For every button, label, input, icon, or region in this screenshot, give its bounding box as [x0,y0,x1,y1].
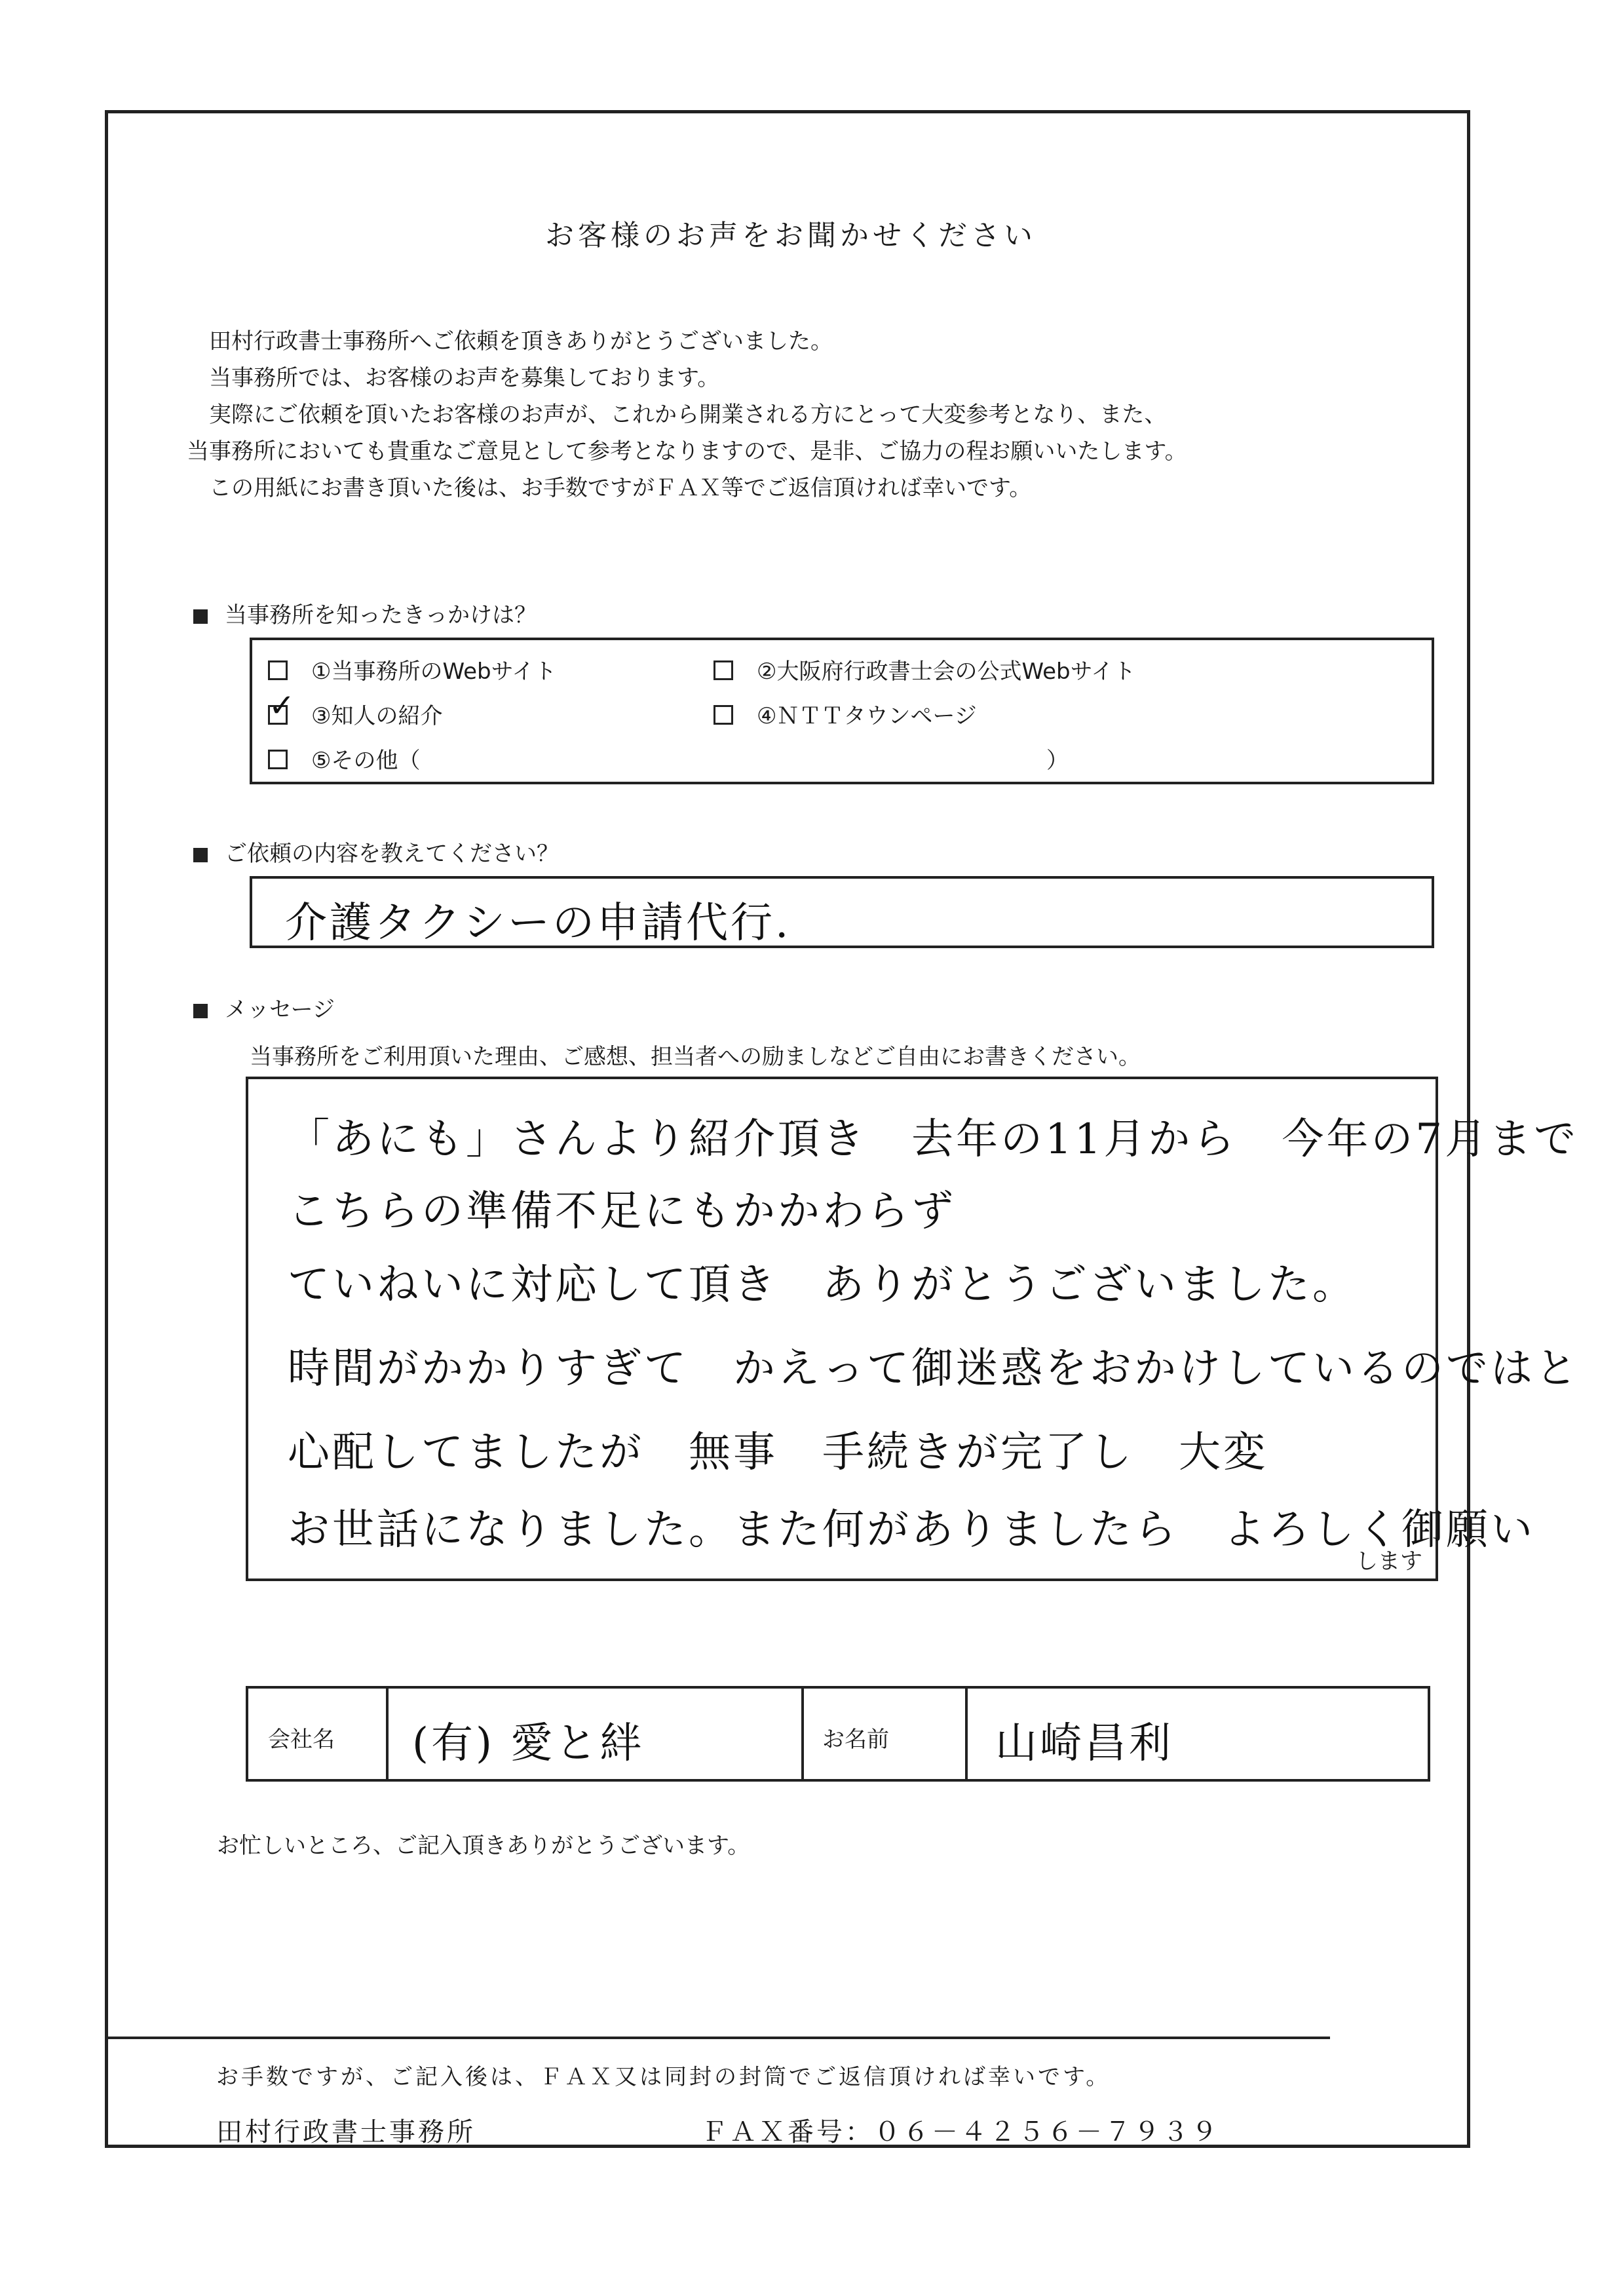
q1-heading [193,597,537,629]
intro-text [187,323,1187,507]
option-other-close: ） [1046,748,1069,774]
company-label: 会社名 [268,1727,335,1753]
checkbox-icon[interactable] [713,660,733,680]
message-line: こちらの準備不足にもかかわらず [288,1187,956,1236]
message-line-continuation: します [1356,1548,1422,1575]
q1-options-box [250,638,1434,784]
message-line: お世話になりました。また何がありましたら よろしく御願い [288,1506,1535,1554]
footer-note: お手数ですが、ご記入後は、ＦＡＸ又は同封の封筒でご返信頂ければ幸いです。 [216,2064,1111,2090]
message-box[interactable] [246,1077,1580,1581]
square-bullet-icon [193,848,208,862]
thanks-text: お忙しいところ、ご記入頂きありがとうございます。 [217,1833,750,1859]
option-ntt-townpage[interactable]: ④ＮＴＴタウンページ [713,698,977,730]
option-web-site[interactable]: ①当事務所のWebサイト [268,653,556,685]
form-title: お客様のお声をお聞かせください [545,219,1037,252]
q3-subheading: 当事務所をご利用頂いた理由、ご感想、担当者への励ましなどご自由にお書きください。 [250,1044,1141,1070]
option-referral[interactable]: ✓③知人の紹介 [268,698,442,730]
q2-heading [193,835,559,868]
message-line: 「あにも」さんより紹介頂き 去年の11月から 今年の7月まで [288,1115,1579,1164]
square-bullet-icon [193,609,208,624]
footer-divider [105,2037,1330,2039]
table-divider [801,1689,804,1779]
intro-line: 実際にご依頼を頂いたお客様のお声が、これから開業される方にとって大変参考となり、また、 [209,402,1167,428]
message-line: 時間がかかりすぎて かえって御迷惑をおかけしているのではと [288,1345,1580,1393]
intro-line: 田村行政書士事務所へご依頼を頂きありがとうございました。 [209,328,833,354]
q2-answer: 介護タクシーの申請代行. [285,899,791,947]
form-sheet [105,110,1580,2148]
intro-line: 当事務所では、お客様のお声を募集しております。 [209,365,720,391]
q2-answer-box[interactable] [250,876,1434,948]
q2-heading-text: ご依頼の内容を教えてください？ [225,841,559,867]
q3-heading [193,991,335,1024]
square-bullet-icon [193,1004,208,1018]
intro-line: 当事務所においても貴重なご意見として参考となりますので、是非、ご協力の程お願いいたします。 [187,438,1187,465]
name-label: お名前 [822,1727,889,1753]
table-divider [965,1689,968,1779]
signature-table [246,1686,1430,1782]
checkbox-icon[interactable] [713,705,733,725]
option-other[interactable]: ⑤その他（ [268,742,420,775]
q3-heading-text: メッセージ [225,997,335,1023]
message-line: 心配してましたが 無事 手続きが完了し 大変 [288,1428,1268,1477]
footer-fax-number: ＦＡＸ番号：０６－４２５６－７９３９ [701,2117,1220,2147]
company-value[interactable]: (有) 愛と絆 [412,1719,645,1768]
option-osaka-association-site[interactable]: ②大阪府行政書士会の公式Webサイト [713,653,1135,685]
checked-checkbox-icon[interactable] [268,705,288,725]
table-divider [386,1689,389,1779]
checkbox-icon[interactable] [268,750,288,769]
intro-line: この用紙にお書き頂いた後は、お手数ですがＦＡＸ等でご返信頂ければ幸いです。 [209,475,1032,501]
message-line: ていねいに対応して頂き ありがとうございました。 [288,1261,1357,1309]
footer-office-name: 田村行政書士事務所 [216,2117,476,2147]
checkbox-icon[interactable] [268,660,288,680]
name-value[interactable]: 山崎昌利 [995,1719,1173,1768]
q1-heading-text: 当事務所を知ったきっかけは？ [225,602,537,628]
